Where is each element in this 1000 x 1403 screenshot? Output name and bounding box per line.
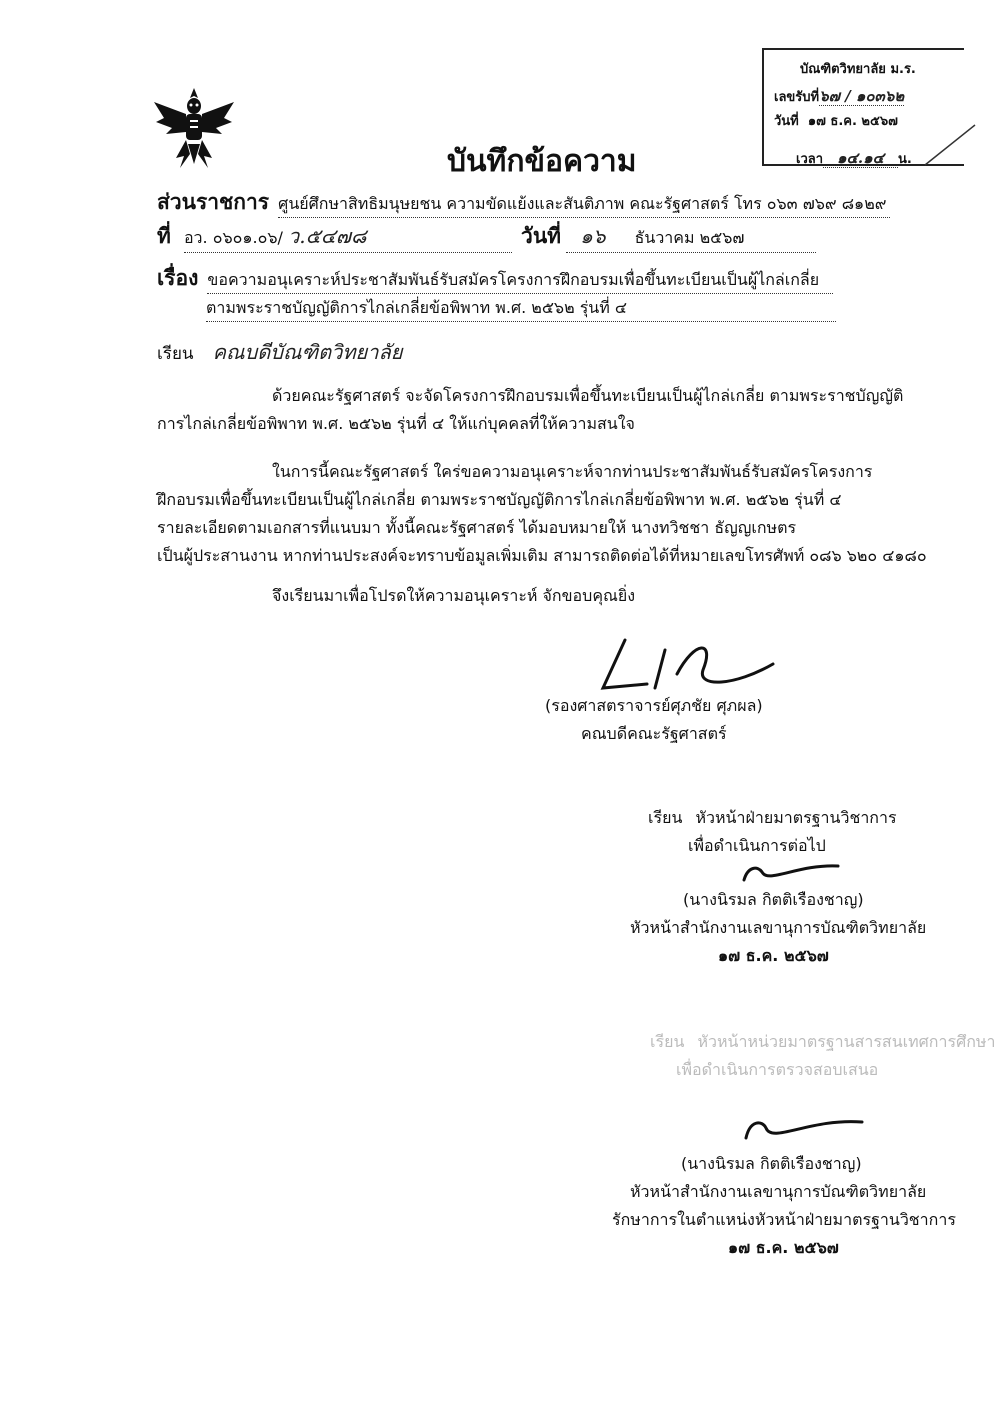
subject-row xyxy=(157,262,833,295)
note2-to: หัวหน้าหน่วยมาตรฐานสารสนเทศการศึกษา xyxy=(697,1032,996,1051)
note2-label: เรียน xyxy=(650,1032,685,1051)
ref-number: อว. ๐๖๐๑.๐๖/ xyxy=(183,228,283,247)
ref-label: ที่ xyxy=(157,224,171,248)
body-p2-line2: ฝึกอบรมเพื่อขึ้นทะเบียนเป็นผู้ไกล่เกลี่ย ตามพระราชบัญญัติการไกล่เกลี่ยข้อพิพาท พ.ศ. ๒๕๖๒ รุ่นที่ ๔ xyxy=(157,490,842,509)
date-month-year: ธันวาคม ๒๕๖๗ xyxy=(634,228,745,247)
subject-line-2: ตามพระราชบัญญัติการไกล่เกลี่ยข้อพิพาท พ.ศ. ๒๕๖๒ รุ่นที่ ๔ xyxy=(206,296,836,322)
body-p1-line1: ด้วยคณะรัฐศาสตร์ จะจัดโครงการฝึกอบรมเพื่อขึ้นทะเบียนเป็นผู้ไกล่เกลี่ย ตามพระราชบัญญัติ xyxy=(272,386,904,405)
stamp-time-unit: น. xyxy=(898,152,912,167)
agency-row xyxy=(157,186,890,219)
stamp-slash-mark xyxy=(920,120,980,170)
note2-acting: รักษาการในตำแหน่งหัวหน้าฝ่ายมาตรฐานวิชาการ xyxy=(612,1210,956,1229)
agency-value: ศูนย์ศึกษาสิทธิมนุษยชน ความขัดแย้งและสันติภาพ คณะรัฐศาสตร์ โทร ๐๖๓ ๗๖๙ ๘๑๒๙ xyxy=(278,192,890,218)
stamp-receipt-label: เลขรับที่ xyxy=(774,90,820,105)
stamp-time: ๑๔.๑๔ xyxy=(823,149,898,168)
stamp-date-label: วันที่ xyxy=(774,114,799,129)
memo-title: บันทึกข้อความ xyxy=(447,144,637,179)
body-p2-line3: รายละเอียดตามเอกสารที่แนบมา ทั้งนี้คณะรัฐศาสตร์ ได้มอบหมายให้ นางทวิชชา ธัญญเกษตร xyxy=(157,518,797,537)
agency-label: ส่วนราชการ xyxy=(157,190,270,214)
salutation xyxy=(157,336,402,368)
salutation-recipient: คณบดีบัณฑิตวิทยาลัย xyxy=(212,340,403,364)
stamp-time-row xyxy=(796,146,912,170)
secretary-signature-icon xyxy=(740,1112,870,1148)
signer-position: คณบดีคณะรัฐศาสตร์ xyxy=(581,724,727,743)
body-closing: จึงเรียนมาเพื่อโปรดให้ความอนุเคราะห์ จักขอบคุณยิ่ง xyxy=(272,586,636,605)
note1-date: ๑๗ ธ.ค. ๒๕๖๗ xyxy=(718,946,829,965)
body-p2-line1: ในการนี้คณะรัฐศาสตร์ ใคร่ขอความอนุเคราะห์จากท่านประชาสัมพันธ์รับสมัครโครงการ xyxy=(272,462,873,481)
stamp-receipt-no: ๖๗ / ๑๐๓๖๒ xyxy=(819,87,905,105)
note1-label: เรียน xyxy=(648,808,683,827)
stamp-time-label: เวลา xyxy=(796,152,824,167)
note2-position: หัวหน้าสำนักงานเลขานุการบัณฑิตวิทยาลัย xyxy=(630,1182,927,1201)
note2-action: เพื่อดำเนินการตรวจสอบเสนอ xyxy=(676,1060,879,1079)
dean-signature-icon xyxy=(585,630,785,700)
body-p1-line2: การไกล่เกลี่ยข้อพิพาท พ.ศ. ๒๕๖๒ รุ่นที่ ๔ ให้แก่บุคคลที่ให้ความสนใจ xyxy=(157,414,635,433)
stamp-date-row xyxy=(774,110,898,131)
date-day: ๑๖ xyxy=(580,224,606,248)
note1-action: เพื่อดำเนินการต่อไป xyxy=(688,836,826,855)
body-p2-line4: เป็นผู้ประสานงาน หากท่านประสงค์จะทราบข้อมูลเพิ่มเติม สามารถติดต่อได้ที่หมายเลขโทรศัพท์ ๐๘๖ ๖๒๐ ๔๑๘๐ xyxy=(157,546,927,565)
subject-label: เรื่อง xyxy=(157,266,199,290)
subject-line-1: ขอความอนุเคราะห์ประชาสัมพันธ์รับสมัครโครงการฝึกอบรมเพื่อขึ้นทะเบียนเป็นผู้ไกล่เกลี่ย xyxy=(207,268,833,294)
garuda-emblem-icon xyxy=(150,84,238,172)
ref-number-handwritten: ว.๕๔๗๘ xyxy=(288,224,367,248)
note2-name: (นางนิรมล กิตติเรืองชาญ) xyxy=(681,1154,862,1173)
note1-to: หัวหน้าฝ่ายมาตรฐานวิชาการ xyxy=(695,808,897,827)
note1-to-row xyxy=(648,806,897,831)
signer-name: (รองศาสตราจารย์ศุภชัย ศุภผล) xyxy=(545,696,763,715)
stamp-office: บัณฑิตวิทยาลัย ม.ร. xyxy=(800,62,916,77)
note1-name: (นางนิรมล กิตติเรืองชาญ) xyxy=(683,890,864,909)
note2-date: ๑๗ ธ.ค. ๒๕๖๗ xyxy=(728,1238,839,1257)
stamp-date: ๑๗ ธ.ค. ๒๕๖๗ xyxy=(807,114,898,129)
date-label: วันที่ xyxy=(521,224,562,248)
ref-row xyxy=(157,220,816,253)
note2-to-row xyxy=(650,1030,995,1055)
note1-position: หัวหน้าสำนักงานเลขานุการบัณฑิตวิทยาลัย xyxy=(630,918,927,937)
stamp-receipt-row xyxy=(774,84,904,108)
secretary-signature-icon xyxy=(738,858,848,888)
salutation-label: เรียน xyxy=(157,344,194,364)
